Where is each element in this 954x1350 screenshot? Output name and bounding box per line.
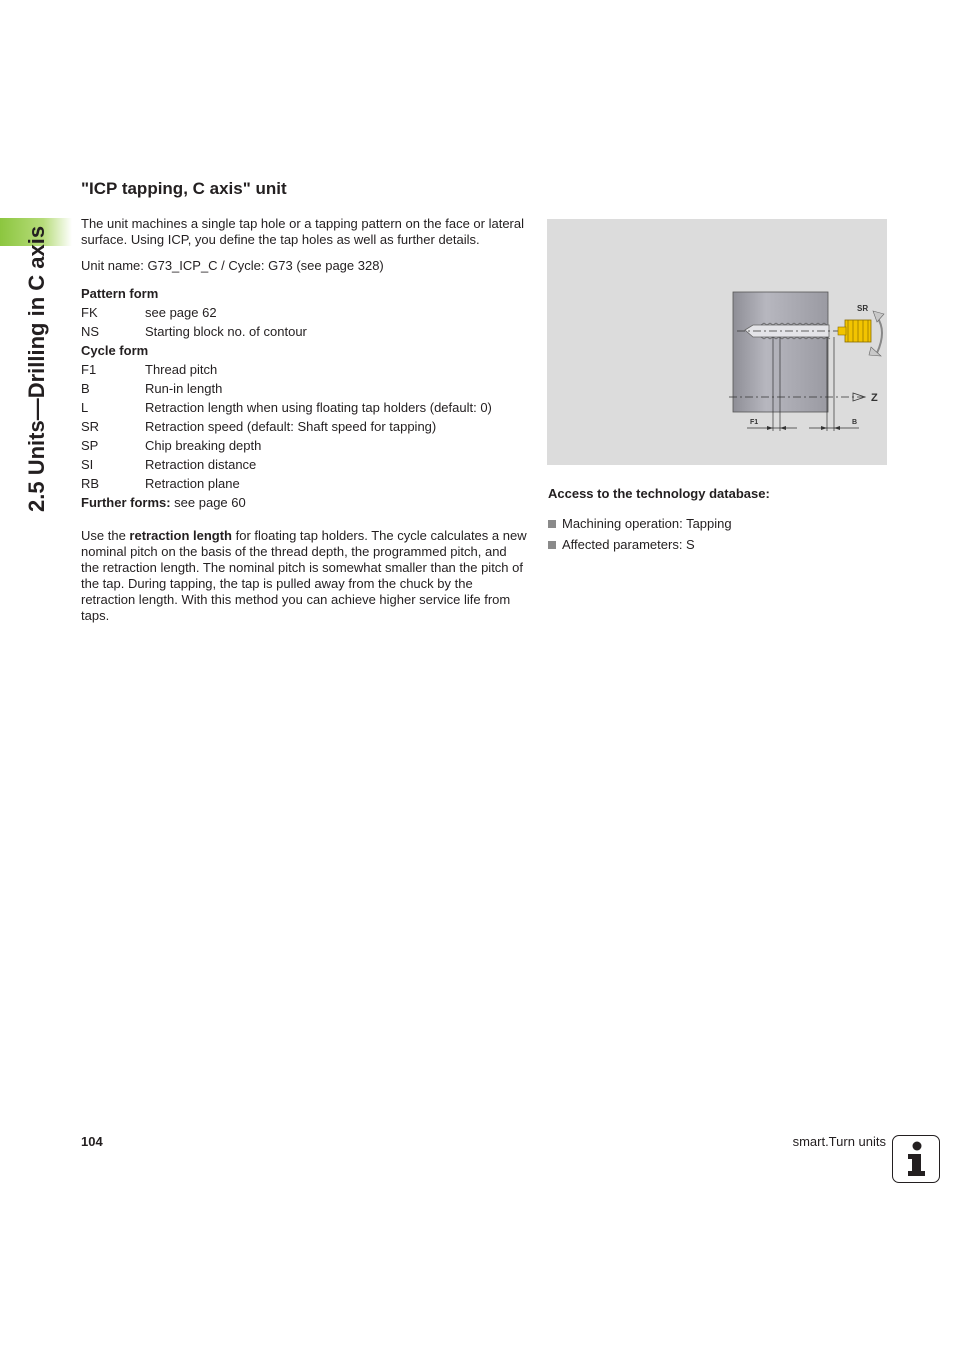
technology-section [548,486,888,555]
param-row [81,474,527,493]
body-paragraph [81,528,531,624]
f1-arrow-left [767,426,773,430]
further-forms-label: Further forms: [81,495,171,510]
param-key: SP [81,438,99,453]
pattern-form-heading: Pattern form [81,286,159,301]
list-item-text: Machining operation: Tapping [562,516,732,531]
param-value: Starting block no. of contour [145,324,307,339]
bullet-square-icon [548,541,556,549]
body-text-pre: Use the [81,528,130,543]
param-value: Run-in length [145,381,223,396]
param-key: B [81,381,90,396]
param-key: FK [81,305,98,320]
info-glyph [893,1136,938,1181]
rotation-arrow [877,317,882,353]
footer-section-title: smart.Turn units [792,1134,886,1149]
param-value: Retraction speed (default: Shaft speed for tapping) [145,419,437,434]
param-value: Retraction length when using floating tap holders (default: 0) [145,400,492,415]
cycle-form-heading: Cycle form [81,343,149,358]
body-text-bold: retraction length [129,528,232,543]
page-number: 104 [81,1134,103,1149]
workpiece [733,292,828,412]
param-row [81,322,527,341]
page-title: "ICP tapping, C axis" unit [81,179,287,198]
param-key: L [81,400,89,415]
param-key: SR [81,419,100,434]
param-row [81,379,527,398]
further-forms-value: see page 60 [170,495,246,510]
param-row [81,398,527,417]
param-key: NS [81,324,100,339]
z-axis-label: Z [871,392,878,404]
param-row [81,455,527,474]
b-label: B [852,419,858,426]
param-key: RB [81,476,100,491]
param-value: see page 62 [145,305,217,320]
b-arrow-left [821,426,827,430]
further-forms [81,493,527,512]
list-item [548,513,888,534]
b-arrow-right [834,426,840,430]
tool-tip [838,327,846,335]
param-row [81,436,527,455]
unit-name: Unit name: G73_ICP_C / Cycle: G73 (see page 328) [81,258,384,273]
rotation-arrowhead-top [873,311,884,322]
param-value: Thread pitch [145,362,218,377]
param-row [81,303,527,322]
param-key: F1 [81,362,97,377]
intro-paragraph: The unit machines a single tap hole or a tapping pattern on the face or lateral surface. Using ICP, you define the tap holes as well as further details. [81,216,525,247]
technology-heading: Access to the technology database: [548,486,770,501]
info-icon [892,1135,940,1183]
param-value: Retraction plane [145,476,240,491]
param-row [81,360,527,379]
param-key: SI [81,457,94,472]
param-value: Chip breaking depth [145,438,262,453]
sr-label: SR [857,304,869,313]
list-item [548,534,888,555]
f1-arrow-right [780,426,786,430]
tapping-diagram [547,219,887,465]
left-column [81,216,531,634]
param-row [81,417,527,436]
side-tab [0,180,72,520]
bullet-square-icon [548,520,556,528]
body-text-post: for floating tap holders. The cycle calculates a new nominal pitch on the basis of the thread depth, the programmed pitch, and the retraction length. The nominal pitch is somewhat smaller than the pitch of the tap. During tapping, the tap is pulled away from the chuck by the retraction length. With this method you can achieve higher service life from taps. [81,528,531,623]
side-tab-label: 2.5 Units—Drilling in C axis [24,225,49,512]
tapping-figure [547,219,887,465]
f1-label: F1 [750,419,759,426]
param-value: Retraction distance [145,457,257,472]
list-item-text: Affected parameters: S [562,537,695,552]
